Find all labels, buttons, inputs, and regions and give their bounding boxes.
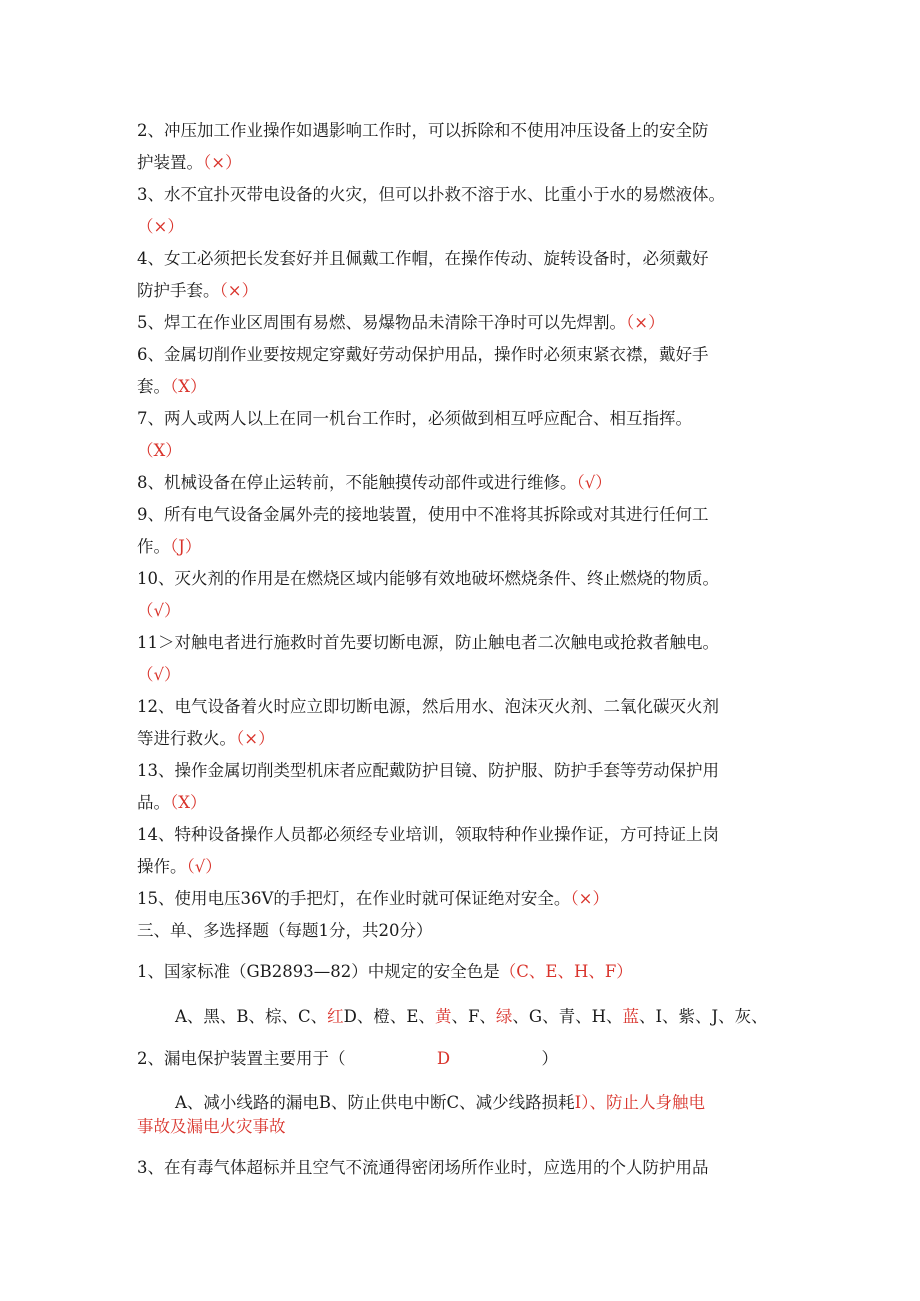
judgement-item-9-line1: 9、所有电气设备金属外壳的接地装置，使用中不准将其拆除或对其进行任何工 xyxy=(137,505,709,524)
judgement-item-13-line1: 13、操作金属切削类型机床者应配戴防护目镜、防护服、防护手套等劳动保护用 xyxy=(137,761,719,780)
answer-mark: （J） xyxy=(170,537,202,556)
answer-mark: （√） xyxy=(576,473,612,492)
judgement-item-12-line1: 12、电气设备着火时应立即切断电源，然后用水、泡沫灭火剂、二氧化碳灭火剂 xyxy=(137,697,719,716)
option-text: D、橙、E、 xyxy=(343,1007,435,1026)
answer-mark: （√） xyxy=(137,665,181,684)
judgement-item-4-line2: 防护手套。（×） xyxy=(137,281,259,300)
question-1-stem: 1、国家标准（GB2893—82）中规定的安全色是（C、E、H、F） xyxy=(137,962,633,981)
judgement-item-2-line2: 护装置。（×） xyxy=(137,153,242,172)
question-3-stem: 3、在有毒气体超标并且空气不流通得密闭场所作业时，应选用的个人防护用品 xyxy=(137,1158,709,1177)
answer-mark: （×） xyxy=(236,729,275,748)
option-text: 、F、 xyxy=(451,1007,496,1026)
question-2-options-line1: A、减小线路的漏电B、防止供电中断C、减少线路损耗I）、防止人身触电 xyxy=(175,1093,705,1112)
judgement-item-8: 8、机械设备在停止运转前，不能触摸传动部件或进行维修。（√） xyxy=(137,473,612,492)
section-3-title: 三、单、多选择题（每题1分，共20分） xyxy=(137,921,433,940)
answer-mark: （X） xyxy=(170,377,207,396)
option-text: 红 xyxy=(327,1007,344,1026)
answer-mark: （×） xyxy=(626,313,665,332)
judgement-item-7-line1: 7、两人或两人以上在同一机台工作时，必须做到相互呼应配合、相互指挥。 xyxy=(137,409,692,428)
answer-mark: （√） xyxy=(186,857,222,876)
judgement-item-5: 5、焊工在作业区周围有易燃、易爆物品未清除干净时可以先焊割。（×） xyxy=(137,313,665,332)
option-text: A、黑、B、棕、C、 xyxy=(175,1007,328,1026)
option-text: 蓝 xyxy=(622,1007,639,1026)
answer-mark: （×） xyxy=(137,217,184,236)
answer-mark: （×） xyxy=(203,153,242,172)
judgement-item-11-line2 xyxy=(137,665,797,685)
answer-mark: （X） xyxy=(170,793,207,812)
judgement-item-9-line2: 作。（J） xyxy=(137,537,202,556)
answer-mark: D xyxy=(436,1049,451,1068)
judgement-item-2-line1: 2、冲压加工作业操作如遇影响工作时，可以拆除和不使用冲压设备上的安全防 xyxy=(137,121,709,140)
question-2-stem: 2、漏电保护装置主要用于（ D ） xyxy=(137,1049,558,1068)
judgement-item-10-line1: 10、灭火剂的作用是在燃烧区域内能够有效地破坏燃烧条件、终止燃烧的物质。 xyxy=(137,569,719,588)
question-1-options xyxy=(175,1007,835,1027)
question-2-options-line2: 事故及漏电火灾事故 xyxy=(137,1117,286,1136)
judgement-item-14-line2: 操作。（√） xyxy=(137,857,222,876)
answer-mark: （C、E、H、F） xyxy=(499,962,633,981)
option-text: 黄 xyxy=(434,1007,452,1026)
answer-mark: （×） xyxy=(219,281,259,300)
judgement-item-15: 15、使用电压36V的手把灯，在作业时就可保证绝对安全。（×） xyxy=(137,889,609,908)
judgement-item-6-line1: 6、金属切削作业要按规定穿戴好劳动保护用品，操作时必须束紧衣襟，戴好手 xyxy=(137,345,709,364)
judgement-item-4-line1: 4、女工必须把长发套好并且佩戴工作帽，在操作传动、旋转设备时，必须戴好 xyxy=(137,249,709,268)
judgement-item-12-line2: 等进行救火。（×） xyxy=(137,729,275,748)
answer-mark: （X） xyxy=(137,441,182,460)
option-text: 绿 xyxy=(495,1007,513,1026)
judgement-item-14-line1: 14、特种设备操作人员都必须经专业培训，领取特种作业操作证，方可持证上岗 xyxy=(137,825,719,844)
judgement-item-7-line2 xyxy=(137,441,797,461)
judgement-item-10-line2 xyxy=(137,601,797,621)
option-text: 、I、紫、J、灰、 xyxy=(638,1007,768,1026)
judgement-item-3-line2 xyxy=(137,217,797,237)
judgement-item-13-line2: 品。（X） xyxy=(137,793,207,812)
answer-mark: （×） xyxy=(570,889,609,908)
judgement-item-11-line1: 11＞对触电者进行施救时首先要切断电源，防止触电者二次触电或抢救者触电。 xyxy=(137,633,719,652)
answer-mark: （√） xyxy=(137,601,181,620)
option-text: 、G、青、H、 xyxy=(512,1007,623,1026)
judgement-item-3-line1: 3、水不宜扑灭带电设备的火灾，但可以扑救不溶于水、比重小于水的易燃液体。 xyxy=(137,185,725,204)
judgement-item-6-line2: 套。（X） xyxy=(137,377,207,396)
